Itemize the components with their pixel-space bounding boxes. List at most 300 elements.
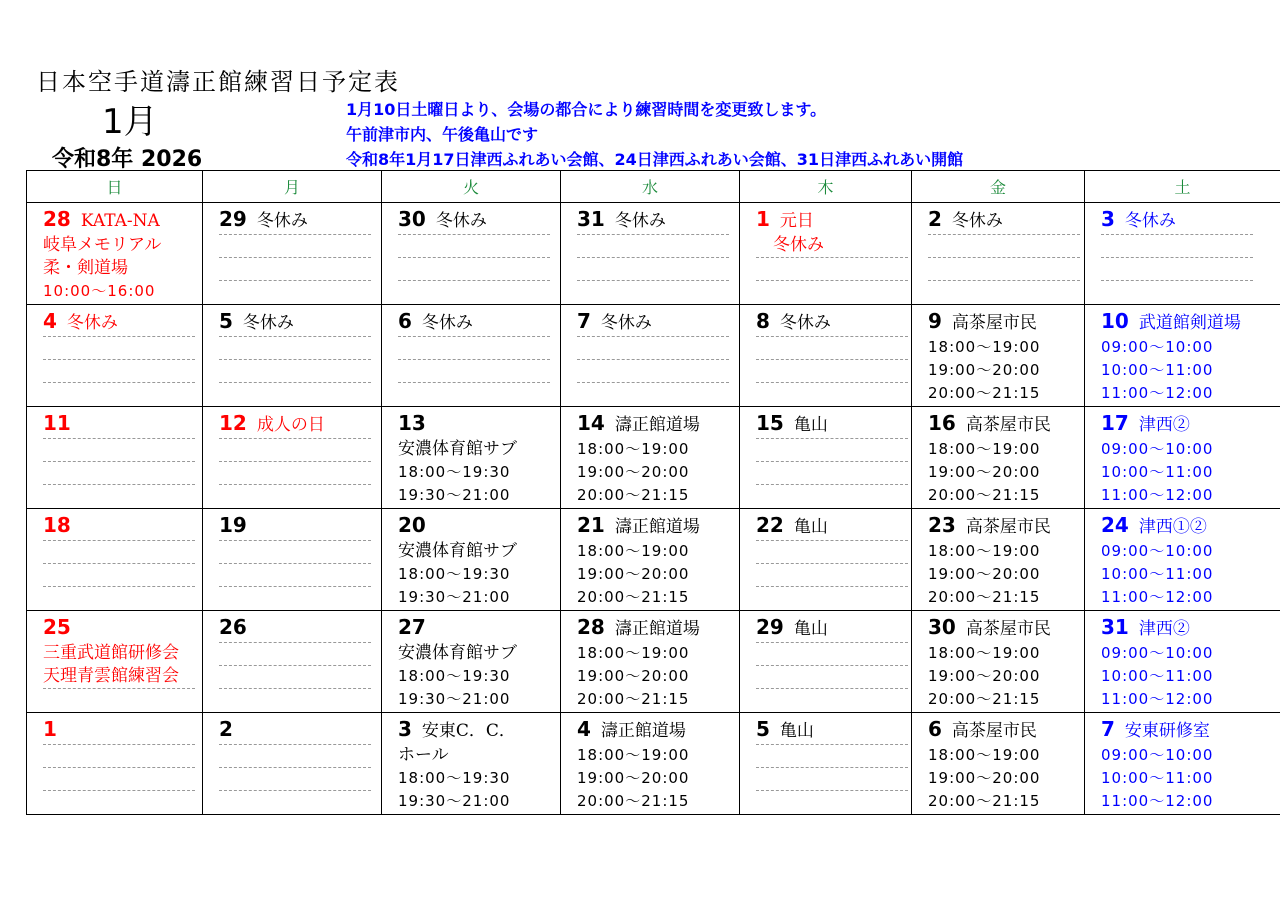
dotted-rule — [219, 540, 371, 541]
dotted-rule — [756, 257, 908, 258]
day-cell — [740, 713, 912, 815]
time-slot: 10:00〜11:00 — [1101, 361, 1214, 379]
dotted-rule — [43, 540, 195, 541]
dotted-rule — [43, 484, 195, 485]
day-header — [219, 613, 377, 642]
dotted-rule — [219, 336, 371, 337]
empty-line — [43, 382, 198, 405]
empty-line — [43, 790, 198, 813]
day-cell — [561, 407, 740, 509]
day-event: 冬休み — [421, 313, 473, 333]
dotted-rule — [43, 688, 195, 689]
day-cell — [382, 407, 561, 509]
day-number: 18 — [43, 513, 71, 537]
venue-line: 岐阜メモリアル — [43, 235, 162, 255]
dotted-rule — [1101, 234, 1253, 235]
day-number: 8 — [756, 309, 770, 333]
dotted-rule — [219, 744, 371, 745]
time-slot: 20:00〜21:15 — [928, 792, 1041, 810]
time-slot: 18:00〜19:00 — [928, 440, 1041, 458]
dotted-rule — [928, 257, 1080, 258]
day-header — [1101, 205, 1276, 234]
dotted-rule — [577, 359, 729, 360]
empty-line — [219, 234, 377, 257]
time-slot: 19:30〜21:00 — [398, 486, 511, 504]
empty-line — [756, 688, 907, 711]
day-header — [398, 511, 556, 540]
time-slot: 19:30〜21:00 — [398, 690, 511, 708]
time-slot: 09:00〜10:00 — [1101, 338, 1214, 356]
empty-line — [577, 280, 735, 303]
day-cell — [912, 713, 1085, 815]
weekday-mon: 月 — [203, 171, 382, 203]
day-number: 9 — [928, 309, 942, 333]
empty-line — [43, 336, 198, 359]
empty-line — [43, 744, 198, 767]
day-event: 濤正館道場 — [614, 415, 700, 435]
day-header — [756, 409, 907, 438]
day-cell — [561, 509, 740, 611]
day-number: 6 — [928, 717, 942, 741]
month-label: 1月 — [102, 102, 158, 142]
day-header — [577, 613, 735, 642]
day-cell — [203, 407, 382, 509]
day-event: 亀山 — [793, 517, 828, 537]
week-row — [27, 407, 1280, 509]
day-header — [43, 205, 198, 234]
day-event: 高茶屋市民 — [965, 415, 1051, 435]
empty-line — [1101, 280, 1276, 303]
day-number: 15 — [756, 411, 784, 435]
day-cell — [1085, 713, 1280, 815]
time-slot: 19:00〜20:00 — [928, 667, 1041, 685]
day-number: 14 — [577, 411, 605, 435]
dotted-rule — [219, 461, 371, 462]
day-event: 高茶屋市民 — [951, 721, 1037, 741]
empty-line — [756, 790, 907, 813]
dotted-rule — [577, 280, 729, 281]
day-cell — [203, 305, 382, 407]
day-event: 冬休み — [256, 211, 308, 231]
dotted-rule — [577, 336, 729, 337]
day-cell — [382, 509, 561, 611]
venue-line: 三重武道館研修会 — [43, 643, 179, 663]
dotted-rule — [43, 586, 195, 587]
weekday-fri: 金 — [912, 171, 1085, 203]
day-number: 3 — [1101, 207, 1115, 231]
dotted-rule — [1101, 257, 1253, 258]
day-event: 安東研修室 — [1124, 721, 1210, 741]
time-slot: 11:00〜12:00 — [1101, 690, 1214, 708]
time-slot: 19:00〜20:00 — [577, 667, 690, 685]
dotted-rule — [756, 744, 908, 745]
day-cell — [382, 713, 561, 815]
day-header — [1101, 409, 1276, 438]
empty-line — [219, 280, 377, 303]
time-slot: 09:00〜10:00 — [1101, 542, 1214, 560]
venue-line: 柔・剣道場 — [43, 258, 128, 278]
day-header — [219, 409, 377, 438]
week-row — [27, 305, 1280, 407]
day-event: KATA-NA — [80, 211, 160, 231]
day-event: 津西② — [1138, 415, 1190, 435]
time-slot: 10:00〜11:00 — [1101, 463, 1214, 481]
empty-line — [756, 767, 907, 790]
day-cell — [912, 407, 1085, 509]
day-header — [398, 409, 556, 438]
empty-line — [756, 336, 907, 359]
time-slot: 18:00〜19:00 — [928, 338, 1041, 356]
week-row — [27, 509, 1280, 611]
weekday-sun: 日 — [27, 171, 203, 203]
empty-line — [928, 257, 1080, 280]
day-event: 冬休み — [951, 211, 1003, 231]
empty-line — [756, 280, 907, 303]
weekday-header-row — [27, 171, 1280, 203]
dotted-rule — [219, 359, 371, 360]
notice-line: 1月10日土曜日より、会場の都合により練習時間を変更致します。 — [346, 100, 827, 119]
day-header — [43, 409, 198, 438]
day-number: 11 — [43, 411, 71, 435]
time-slot: 18:00〜19:00 — [928, 746, 1041, 764]
day-cell — [1085, 305, 1280, 407]
day-cell — [203, 611, 382, 713]
day-cell — [203, 509, 382, 611]
empty-line — [577, 382, 735, 405]
dotted-rule — [43, 438, 195, 439]
empty-line — [43, 461, 198, 484]
day-header — [43, 307, 198, 336]
day-event: 亀山 — [793, 415, 828, 435]
day-number: 19 — [219, 513, 247, 537]
day-event: 冬休み — [614, 211, 666, 231]
day-event: 濤正館道場 — [614, 619, 700, 639]
time-slot: 18:00〜19:30 — [398, 769, 511, 787]
day-header — [43, 613, 198, 642]
day-header — [398, 613, 556, 642]
day-header — [577, 307, 735, 336]
empty-line — [398, 382, 556, 405]
day-number: 3 — [398, 717, 412, 741]
empty-line — [219, 461, 377, 484]
time-slot: 09:00〜10:00 — [1101, 440, 1214, 458]
day-header — [756, 511, 907, 540]
empty-line — [219, 767, 377, 790]
day-event: 元日 — [779, 211, 814, 231]
empty-line — [1101, 234, 1276, 257]
dotted-rule — [398, 257, 550, 258]
day-event: 冬休み — [779, 313, 831, 333]
day-number: 1 — [756, 207, 770, 231]
day-header — [928, 307, 1080, 336]
day-number: 23 — [928, 513, 956, 537]
dotted-rule — [928, 234, 1080, 235]
day-event: 冬休み — [242, 313, 294, 333]
venue-line: 安濃体育館サブ — [398, 643, 517, 663]
time-slot: 10:00〜11:00 — [1101, 769, 1214, 787]
dotted-rule — [398, 359, 550, 360]
day-header — [928, 613, 1080, 642]
dotted-rule — [756, 438, 908, 439]
day-cell — [27, 713, 203, 815]
time-slot: 09:00〜10:00 — [1101, 746, 1214, 764]
day-event: 安東C．C． — [421, 721, 516, 741]
venue-line: 安濃体育館サブ — [398, 541, 517, 561]
empty-line — [398, 336, 556, 359]
empty-line — [756, 359, 907, 382]
empty-line — [756, 257, 907, 280]
day-cell — [27, 305, 203, 407]
time-slot: 18:00〜19:00 — [577, 440, 690, 458]
page-title: 日本空手道濤正館練習日予定表 — [36, 68, 400, 96]
time-slot: 19:00〜20:00 — [928, 565, 1041, 583]
day-header — [577, 205, 735, 234]
time-slot: 19:00〜20:00 — [577, 463, 690, 481]
time-slot: 18:00〜19:00 — [928, 644, 1041, 662]
day-number: 29 — [219, 207, 247, 231]
day-number: 10 — [1101, 309, 1129, 333]
venue-line: ホール — [398, 745, 449, 765]
day-event: 高茶屋市民 — [965, 517, 1051, 537]
day-header — [928, 715, 1080, 744]
time-slot: 19:00〜20:00 — [928, 361, 1041, 379]
day-header — [1101, 307, 1276, 336]
day-event: 濤正館道場 — [600, 721, 686, 741]
day-header — [928, 409, 1080, 438]
day-cell — [561, 305, 740, 407]
day-number: 28 — [43, 207, 71, 231]
day-header — [219, 307, 377, 336]
weekday-tue: 火 — [382, 171, 561, 203]
notice-line: 午前津市内、午後亀山です — [346, 125, 539, 144]
day-event: 高茶屋市民 — [965, 619, 1051, 639]
empty-line — [219, 484, 377, 507]
day-header — [756, 613, 907, 642]
day-cell — [1085, 407, 1280, 509]
day-cell — [912, 611, 1085, 713]
dotted-rule — [928, 280, 1080, 281]
time-slot: 20:00〜21:15 — [577, 588, 690, 606]
dotted-rule — [219, 790, 371, 791]
empty-line — [756, 665, 907, 688]
dotted-rule — [756, 280, 908, 281]
day-number: 21 — [577, 513, 605, 537]
empty-line — [43, 438, 198, 461]
day-number: 31 — [577, 207, 605, 231]
empty-line — [577, 336, 735, 359]
day-number: 6 — [398, 309, 412, 333]
empty-line — [43, 688, 198, 711]
dotted-rule — [1101, 280, 1253, 281]
day-cell — [561, 713, 740, 815]
weekday-thu: 木 — [740, 171, 912, 203]
day-event: 武道館剣道場 — [1138, 313, 1241, 333]
dotted-rule — [756, 790, 908, 791]
time-slot: 18:00〜19:00 — [928, 542, 1041, 560]
empty-line — [43, 563, 198, 586]
day-number: 28 — [577, 615, 605, 639]
day-header — [43, 715, 198, 744]
day-header — [398, 715, 556, 744]
day-cell — [1085, 611, 1280, 713]
day-number: 7 — [1101, 717, 1115, 741]
day-number: 5 — [756, 717, 770, 741]
day-number: 13 — [398, 411, 426, 435]
empty-line — [398, 234, 556, 257]
notice-line: 令和8年1月17日津西ふれあい会館、24日津西ふれあい会館、31日津西ふれあい開館 — [346, 150, 964, 169]
dotted-rule — [219, 234, 371, 235]
day-number: 26 — [219, 615, 247, 639]
day-number: 12 — [219, 411, 247, 435]
empty-line — [756, 484, 907, 507]
day-cell — [27, 611, 203, 713]
dotted-rule — [219, 563, 371, 564]
day-number: 16 — [928, 411, 956, 435]
weekday-wed: 水 — [561, 171, 740, 203]
dotted-rule — [756, 665, 908, 666]
day-number: 30 — [398, 207, 426, 231]
empty-line — [756, 382, 907, 405]
time-slot: 19:00〜20:00 — [928, 463, 1041, 481]
empty-line — [219, 744, 377, 767]
empty-line — [219, 257, 377, 280]
day-cell — [561, 203, 740, 305]
dotted-rule — [219, 382, 371, 383]
day-number: 29 — [756, 615, 784, 639]
day-event: 津西①② — [1138, 517, 1207, 537]
dotted-rule — [756, 461, 908, 462]
day-header — [398, 205, 556, 234]
dotted-rule — [756, 382, 908, 383]
day-number: 4 — [43, 309, 57, 333]
empty-line — [219, 540, 377, 563]
day-cell — [27, 203, 203, 305]
day-event: 成人の日 — [256, 415, 325, 435]
empty-line — [756, 461, 907, 484]
day-event: 亀山 — [779, 721, 814, 741]
day-cell — [382, 203, 561, 305]
day-header — [219, 205, 377, 234]
dotted-rule — [219, 257, 371, 258]
dotted-rule — [219, 665, 371, 666]
dotted-rule — [756, 586, 908, 587]
day-number: 4 — [577, 717, 591, 741]
empty-line — [219, 586, 377, 609]
empty-line — [219, 688, 377, 711]
day-event: 濤正館道場 — [614, 517, 700, 537]
dotted-rule — [577, 382, 729, 383]
day-number: 2 — [219, 717, 233, 741]
empty-line — [43, 359, 198, 382]
dotted-rule — [756, 359, 908, 360]
day-header — [1101, 715, 1276, 744]
day-cell — [27, 407, 203, 509]
day-cell — [740, 509, 912, 611]
dotted-rule — [219, 484, 371, 485]
empty-line — [43, 484, 198, 507]
empty-line — [577, 257, 735, 280]
day-header — [1101, 511, 1276, 540]
empty-line — [928, 234, 1080, 257]
time-slot: 20:00〜21:15 — [928, 486, 1041, 504]
time-slot: 10:00〜11:00 — [1101, 667, 1214, 685]
week-row — [27, 713, 1280, 815]
time-slot: 18:00〜19:00 — [577, 746, 690, 764]
time-slot: 11:00〜12:00 — [1101, 588, 1214, 606]
dotted-rule — [43, 336, 195, 337]
empty-line — [219, 336, 377, 359]
dotted-rule — [398, 336, 550, 337]
day-cell — [740, 305, 912, 407]
dotted-rule — [43, 790, 195, 791]
day-header — [398, 307, 556, 336]
dotted-rule — [219, 586, 371, 587]
day-event: 冬休み — [435, 211, 487, 231]
weekday-sat: 土 — [1085, 171, 1280, 203]
dotted-rule — [43, 744, 195, 745]
empty-line — [577, 234, 735, 257]
time-slot: 20:00〜21:15 — [577, 690, 690, 708]
day-header — [756, 307, 907, 336]
day-header — [219, 715, 377, 744]
day-number: 30 — [928, 615, 956, 639]
dotted-rule — [577, 257, 729, 258]
day-event: 冬休み — [600, 313, 652, 333]
time-slot: 11:00〜12:00 — [1101, 792, 1214, 810]
day-header — [219, 511, 377, 540]
time-slot: 18:00〜19:30 — [398, 463, 511, 481]
day-event: 津西② — [1138, 619, 1190, 639]
day-number: 17 — [1101, 411, 1129, 435]
empty-line — [219, 665, 377, 688]
empty-line — [43, 540, 198, 563]
day-event: 亀山 — [793, 619, 828, 639]
empty-line — [756, 540, 907, 563]
day-cell — [912, 509, 1085, 611]
time-slot: 19:30〜21:00 — [398, 792, 511, 810]
dotted-rule — [43, 461, 195, 462]
empty-line — [219, 642, 377, 665]
empty-line — [219, 359, 377, 382]
day-cell — [1085, 203, 1280, 305]
dotted-rule — [43, 382, 195, 383]
day-number: 27 — [398, 615, 426, 639]
time-slot: 09:00〜10:00 — [1101, 644, 1214, 662]
time-slot: 19:00〜20:00 — [928, 769, 1041, 787]
time-slot: 20:00〜21:15 — [577, 792, 690, 810]
time-slot: 19:00〜20:00 — [577, 769, 690, 787]
dotted-rule — [398, 280, 550, 281]
day-number: 5 — [219, 309, 233, 333]
day-event: 冬休み — [1124, 211, 1176, 231]
time-slot: 11:00〜12:00 — [1101, 384, 1214, 402]
day-number: 20 — [398, 513, 426, 537]
venue-line: 冬休み — [756, 235, 824, 255]
dotted-rule — [43, 767, 195, 768]
day-cell — [740, 407, 912, 509]
week-row — [27, 611, 1280, 713]
dotted-rule — [577, 234, 729, 235]
time-slot: 10:00〜16:00 — [43, 282, 156, 300]
era-year-label: 令和8年 2026 — [52, 147, 203, 172]
day-number: 25 — [43, 615, 71, 639]
time-slot: 18:00〜19:00 — [577, 644, 690, 662]
empty-line — [756, 586, 907, 609]
time-slot: 19:30〜21:00 — [398, 588, 511, 606]
venue-line: 天理青雲館練習会 — [43, 666, 179, 686]
empty-line — [398, 280, 556, 303]
empty-line — [928, 280, 1080, 303]
